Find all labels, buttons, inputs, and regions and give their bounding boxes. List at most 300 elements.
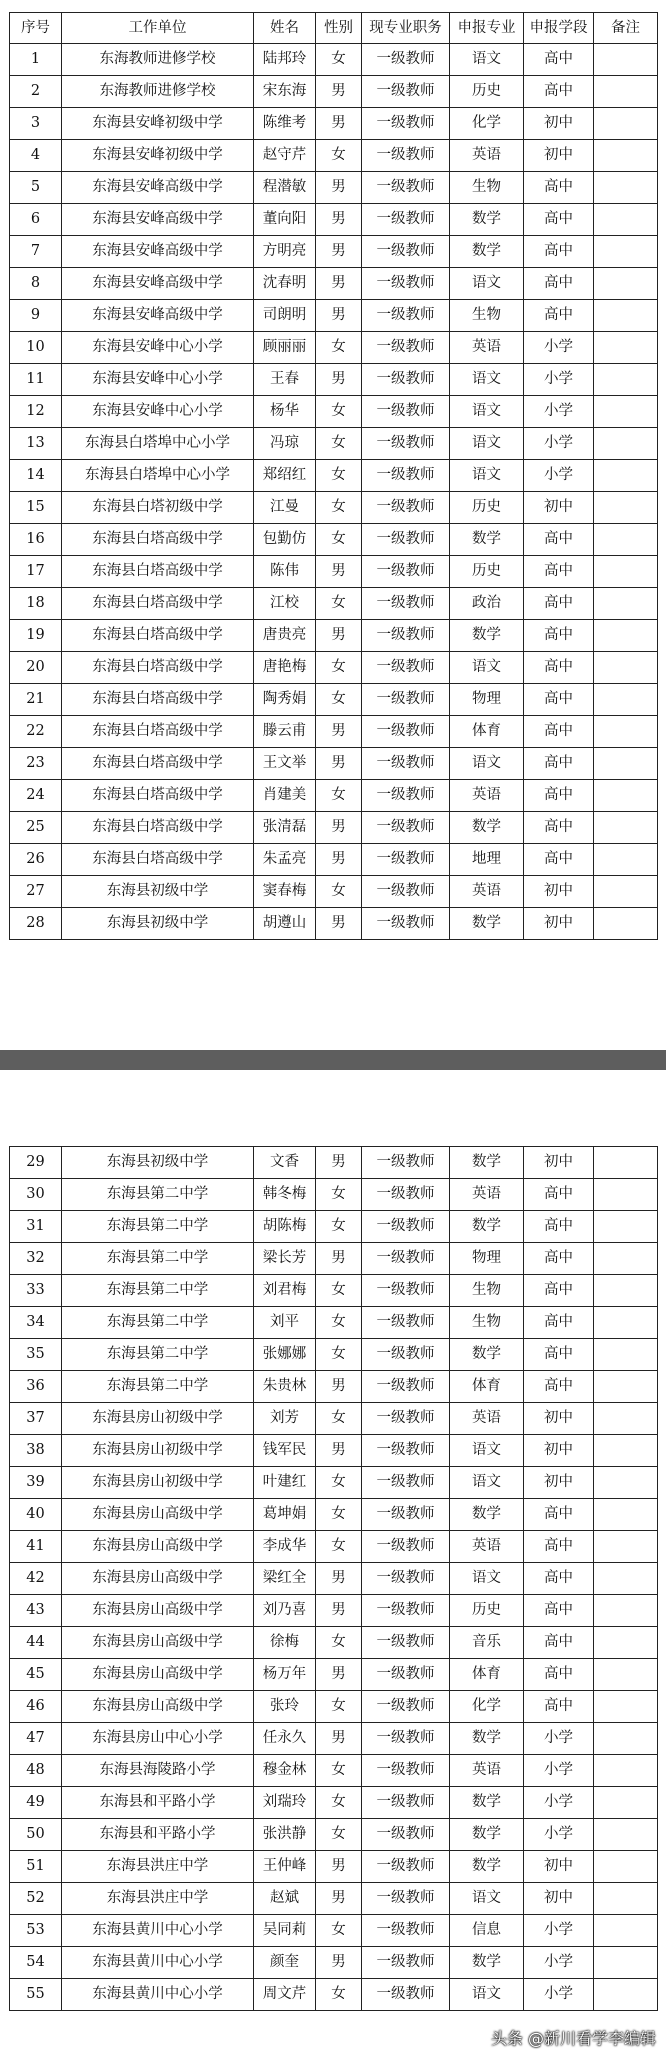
cell-gender: 男 (316, 268, 362, 300)
cell-current-title: 一级教师 (362, 1467, 450, 1499)
cell-name: 刘平 (254, 1307, 316, 1339)
cell-gender: 女 (316, 1915, 362, 1947)
cell-current-title: 一级教师 (362, 172, 450, 204)
cell-remarks (594, 1915, 658, 1947)
cell-gender: 女 (316, 140, 362, 172)
cell-applied-subject: 数学 (450, 620, 524, 652)
cell-applied-level: 高中 (524, 652, 594, 684)
cell-gender: 男 (316, 1147, 362, 1179)
cell-applied-level: 小学 (524, 1915, 594, 1947)
cell-applied-level: 小学 (524, 1947, 594, 1979)
table-row (10, 780, 658, 812)
cell-gender: 女 (316, 1979, 362, 2011)
cell-applied-subject: 地理 (450, 844, 524, 876)
table-row (10, 1563, 658, 1595)
cell-remarks (594, 172, 658, 204)
cell-index: 5 (10, 172, 62, 204)
cell-name: 朱贵林 (254, 1371, 316, 1403)
header-gender: 性别 (316, 13, 362, 44)
cell-index: 26 (10, 844, 62, 876)
cell-remarks (594, 1755, 658, 1787)
cell-current-title: 一级教师 (362, 876, 450, 908)
cell-remarks (594, 1403, 658, 1435)
cell-index: 21 (10, 684, 62, 716)
cell-applied-level: 初中 (524, 876, 594, 908)
cell-gender: 女 (316, 332, 362, 364)
table-row (10, 396, 658, 428)
cell-current-title: 一级教师 (362, 588, 450, 620)
cell-current-title: 一级教师 (362, 652, 450, 684)
cell-applied-subject: 生物 (450, 300, 524, 332)
cell-work-unit: 东海县房山高级中学 (62, 1563, 254, 1595)
cell-remarks (594, 1819, 658, 1851)
cell-index: 20 (10, 652, 62, 684)
cell-applied-level: 高中 (524, 1307, 594, 1339)
cell-index: 16 (10, 524, 62, 556)
cell-index: 12 (10, 396, 62, 428)
table-row (10, 140, 658, 172)
cell-applied-level: 高中 (524, 1595, 594, 1627)
cell-applied-subject: 化学 (450, 1691, 524, 1723)
cell-gender: 男 (316, 1371, 362, 1403)
cell-current-title: 一级教师 (362, 1211, 450, 1243)
table-row (10, 300, 658, 332)
teacher-list-table-page-2 (9, 1146, 658, 2011)
cell-remarks (594, 1691, 658, 1723)
table-row (10, 1499, 658, 1531)
table-row (10, 588, 658, 620)
cell-remarks (594, 268, 658, 300)
cell-applied-level: 小学 (524, 1819, 594, 1851)
cell-index: 40 (10, 1499, 62, 1531)
cell-remarks (594, 1435, 658, 1467)
cell-work-unit: 东海县初级中学 (62, 908, 254, 940)
cell-remarks (594, 1659, 658, 1691)
cell-gender: 女 (316, 460, 362, 492)
cell-current-title: 一级教师 (362, 1403, 450, 1435)
cell-remarks (594, 460, 658, 492)
cell-work-unit: 东海县第二中学 (62, 1211, 254, 1243)
cell-remarks (594, 1627, 658, 1659)
cell-work-unit: 东海县第二中学 (62, 1179, 254, 1211)
cell-applied-subject: 体育 (450, 716, 524, 748)
cell-gender: 男 (316, 108, 362, 140)
cell-name: 沈春明 (254, 268, 316, 300)
cell-work-unit: 东海县白塔高级中学 (62, 524, 254, 556)
cell-gender: 男 (316, 908, 362, 940)
cell-applied-subject: 语文 (450, 748, 524, 780)
cell-applied-level: 初中 (524, 140, 594, 172)
cell-name: 周文芹 (254, 1979, 316, 2011)
cell-applied-subject: 数学 (450, 812, 524, 844)
cell-current-title: 一级教师 (362, 844, 450, 876)
cell-applied-subject: 语文 (450, 428, 524, 460)
cell-gender: 女 (316, 1307, 362, 1339)
cell-current-title: 一级教师 (362, 1659, 450, 1691)
cell-gender: 女 (316, 1787, 362, 1819)
cell-remarks (594, 1979, 658, 2011)
cell-index: 10 (10, 332, 62, 364)
table-row (10, 1979, 658, 2011)
cell-name: 唐贵亮 (254, 620, 316, 652)
table-row (10, 748, 658, 780)
cell-current-title: 一级教师 (362, 268, 450, 300)
cell-remarks (594, 908, 658, 940)
cell-name: 叶建红 (254, 1467, 316, 1499)
cell-gender: 女 (316, 396, 362, 428)
cell-applied-subject: 英语 (450, 1179, 524, 1211)
cell-current-title: 一级教师 (362, 108, 450, 140)
cell-work-unit: 东海县安峰高级中学 (62, 268, 254, 300)
cell-work-unit: 东海县房山高级中学 (62, 1499, 254, 1531)
cell-name: 陆邦玲 (254, 44, 316, 76)
cell-remarks (594, 1371, 658, 1403)
cell-remarks (594, 524, 658, 556)
cell-gender: 男 (316, 300, 362, 332)
cell-name: 唐艳梅 (254, 652, 316, 684)
cell-index: 47 (10, 1723, 62, 1755)
cell-work-unit: 东海县安峰初级中学 (62, 108, 254, 140)
cell-name: 刘乃喜 (254, 1595, 316, 1627)
cell-name: 王春 (254, 364, 316, 396)
cell-applied-level: 小学 (524, 428, 594, 460)
cell-applied-subject: 语文 (450, 460, 524, 492)
table-row (10, 1339, 658, 1371)
cell-current-title: 一级教师 (362, 1243, 450, 1275)
cell-index: 27 (10, 876, 62, 908)
cell-gender: 女 (316, 1499, 362, 1531)
cell-work-unit: 东海县安峰高级中学 (62, 204, 254, 236)
cell-name: 胡遵山 (254, 908, 316, 940)
cell-name: 颜奎 (254, 1947, 316, 1979)
cell-name: 冯琼 (254, 428, 316, 460)
cell-current-title: 一级教师 (362, 396, 450, 428)
cell-current-title: 一级教师 (362, 1371, 450, 1403)
cell-current-title: 一级教师 (362, 1787, 450, 1819)
cell-index: 42 (10, 1563, 62, 1595)
cell-work-unit: 东海县第二中学 (62, 1307, 254, 1339)
cell-remarks (594, 1723, 658, 1755)
cell-applied-level: 高中 (524, 236, 594, 268)
cell-index: 9 (10, 300, 62, 332)
cell-gender: 男 (316, 364, 362, 396)
cell-gender: 女 (316, 1819, 362, 1851)
cell-work-unit: 东海县白塔高级中学 (62, 748, 254, 780)
cell-gender: 男 (316, 172, 362, 204)
cell-applied-level: 高中 (524, 1211, 594, 1243)
cell-applied-level: 高中 (524, 1275, 594, 1307)
cell-index: 4 (10, 140, 62, 172)
cell-work-unit: 东海县房山高级中学 (62, 1691, 254, 1723)
table-row (10, 1211, 658, 1243)
cell-remarks (594, 1339, 658, 1371)
cell-work-unit: 东海县安峰高级中学 (62, 236, 254, 268)
cell-current-title: 一级教师 (362, 44, 450, 76)
cell-name: 梁红全 (254, 1563, 316, 1595)
cell-work-unit: 东海县房山初级中学 (62, 1435, 254, 1467)
cell-name: 刘瑞玲 (254, 1787, 316, 1819)
cell-remarks (594, 1467, 658, 1499)
cell-work-unit: 东海县白塔高级中学 (62, 556, 254, 588)
cell-gender: 男 (316, 1595, 362, 1627)
cell-name: 董向阳 (254, 204, 316, 236)
cell-remarks (594, 1179, 658, 1211)
cell-remarks (594, 1563, 658, 1595)
cell-work-unit: 东海县白塔高级中学 (62, 812, 254, 844)
cell-applied-subject: 英语 (450, 1531, 524, 1563)
cell-remarks (594, 332, 658, 364)
cell-name: 张清磊 (254, 812, 316, 844)
cell-gender: 男 (316, 748, 362, 780)
cell-current-title: 一级教师 (362, 556, 450, 588)
cell-gender: 男 (316, 1851, 362, 1883)
cell-remarks (594, 108, 658, 140)
cell-remarks (594, 1275, 658, 1307)
cell-work-unit: 东海县初级中学 (62, 1147, 254, 1179)
cell-remarks (594, 812, 658, 844)
cell-gender: 女 (316, 492, 362, 524)
table-row (10, 652, 658, 684)
cell-gender: 男 (316, 1723, 362, 1755)
cell-index: 14 (10, 460, 62, 492)
cell-remarks (594, 1211, 658, 1243)
cell-name: 徐梅 (254, 1627, 316, 1659)
cell-name: 韩冬梅 (254, 1179, 316, 1211)
table-row (10, 1851, 658, 1883)
cell-name: 江校 (254, 588, 316, 620)
table-row (10, 172, 658, 204)
cell-index: 11 (10, 364, 62, 396)
table-row (10, 620, 658, 652)
cell-name: 穆金林 (254, 1755, 316, 1787)
cell-applied-level: 初中 (524, 1147, 594, 1179)
cell-applied-subject: 数学 (450, 1819, 524, 1851)
cell-name: 王文举 (254, 748, 316, 780)
cell-applied-subject: 数学 (450, 1339, 524, 1371)
cell-gender: 女 (316, 1691, 362, 1723)
cell-name: 吴同莉 (254, 1915, 316, 1947)
cell-applied-level: 高中 (524, 44, 594, 76)
cell-name: 陈维考 (254, 108, 316, 140)
cell-applied-level: 高中 (524, 748, 594, 780)
cell-index: 3 (10, 108, 62, 140)
cell-applied-level: 高中 (524, 1499, 594, 1531)
cell-remarks (594, 1883, 658, 1915)
cell-current-title: 一级教师 (362, 492, 450, 524)
table-row (10, 1915, 658, 1947)
cell-remarks (594, 1851, 658, 1883)
cell-name: 陈伟 (254, 556, 316, 588)
cell-work-unit: 东海县第二中学 (62, 1371, 254, 1403)
cell-current-title: 一级教师 (362, 140, 450, 172)
cell-applied-level: 初中 (524, 108, 594, 140)
cell-applied-subject: 英语 (450, 876, 524, 908)
cell-applied-subject: 体育 (450, 1659, 524, 1691)
table-row (10, 1243, 658, 1275)
cell-applied-level: 高中 (524, 1691, 594, 1723)
table-row (10, 844, 658, 876)
cell-applied-level: 初中 (524, 908, 594, 940)
cell-name: 张洪静 (254, 1819, 316, 1851)
cell-current-title: 一级教师 (362, 780, 450, 812)
table-row (10, 76, 658, 108)
cell-remarks (594, 1787, 658, 1819)
cell-applied-subject: 数学 (450, 1787, 524, 1819)
cell-applied-level: 初中 (524, 1435, 594, 1467)
cell-work-unit: 东海县安峰高级中学 (62, 172, 254, 204)
cell-applied-level: 高中 (524, 844, 594, 876)
cell-current-title: 一级教师 (362, 1883, 450, 1915)
cell-gender: 女 (316, 524, 362, 556)
cell-gender: 男 (316, 844, 362, 876)
cell-work-unit: 东海县房山高级中学 (62, 1595, 254, 1627)
cell-work-unit: 东海县白塔高级中学 (62, 844, 254, 876)
cell-current-title: 一级教师 (362, 716, 450, 748)
cell-current-title: 一级教师 (362, 1627, 450, 1659)
cell-work-unit: 东海县初级中学 (62, 876, 254, 908)
cell-applied-subject: 语文 (450, 396, 524, 428)
table-row (10, 44, 658, 76)
cell-work-unit: 东海县第二中学 (62, 1275, 254, 1307)
table-row (10, 268, 658, 300)
cell-name: 赵守芹 (254, 140, 316, 172)
cell-name: 程潜敏 (254, 172, 316, 204)
cell-current-title: 一级教师 (362, 1499, 450, 1531)
cell-gender: 女 (316, 1339, 362, 1371)
header-work-unit: 工作单位 (62, 13, 254, 44)
table-row (10, 1147, 658, 1179)
cell-name: 张玲 (254, 1691, 316, 1723)
cell-applied-subject: 语文 (450, 1883, 524, 1915)
table-row (10, 428, 658, 460)
cell-gender: 男 (316, 556, 362, 588)
watermark-text: 头条 @新川看学李编辑 (490, 2029, 656, 2048)
cell-index: 29 (10, 1147, 62, 1179)
table-row (10, 1403, 658, 1435)
cell-current-title: 一级教师 (362, 1179, 450, 1211)
cell-index: 25 (10, 812, 62, 844)
header-index: 序号 (10, 13, 62, 44)
cell-work-unit: 东海县白塔高级中学 (62, 652, 254, 684)
cell-work-unit: 东海县安峰中心小学 (62, 332, 254, 364)
cell-current-title: 一级教师 (362, 524, 450, 556)
cell-current-title: 一级教师 (362, 1595, 450, 1627)
cell-current-title: 一级教师 (362, 76, 450, 108)
table-row (10, 716, 658, 748)
cell-index: 55 (10, 1979, 62, 2011)
cell-current-title: 一级教师 (362, 1723, 450, 1755)
cell-index: 2 (10, 76, 62, 108)
cell-applied-subject: 音乐 (450, 1627, 524, 1659)
cell-applied-subject: 历史 (450, 76, 524, 108)
cell-applied-subject: 英语 (450, 1755, 524, 1787)
cell-applied-level: 小学 (524, 1787, 594, 1819)
cell-current-title: 一级教师 (362, 1947, 450, 1979)
table-row (10, 1435, 658, 1467)
cell-applied-level: 高中 (524, 268, 594, 300)
cell-applied-subject: 语文 (450, 1563, 524, 1595)
cell-gender: 女 (316, 428, 362, 460)
cell-applied-subject: 数学 (450, 1499, 524, 1531)
cell-index: 53 (10, 1915, 62, 1947)
cell-name: 王仲峰 (254, 1851, 316, 1883)
cell-gender: 女 (316, 1179, 362, 1211)
cell-remarks (594, 44, 658, 76)
cell-index: 19 (10, 620, 62, 652)
cell-applied-level: 小学 (524, 1755, 594, 1787)
cell-name: 葛坤娟 (254, 1499, 316, 1531)
cell-gender: 女 (316, 1275, 362, 1307)
cell-applied-subject: 英语 (450, 1403, 524, 1435)
cell-name: 肖建美 (254, 780, 316, 812)
page-separator (0, 1050, 666, 1070)
cell-applied-level: 初中 (524, 1883, 594, 1915)
cell-gender: 女 (316, 876, 362, 908)
cell-current-title: 一级教师 (362, 684, 450, 716)
table-row (10, 204, 658, 236)
cell-work-unit: 东海教师进修学校 (62, 76, 254, 108)
cell-current-title: 一级教师 (362, 1275, 450, 1307)
cell-work-unit: 东海县房山高级中学 (62, 1627, 254, 1659)
cell-name: 杨万年 (254, 1659, 316, 1691)
cell-applied-subject: 语文 (450, 364, 524, 396)
cell-applied-level: 高中 (524, 300, 594, 332)
cell-gender: 女 (316, 588, 362, 620)
table-row (10, 524, 658, 556)
cell-applied-subject: 数学 (450, 1147, 524, 1179)
cell-index: 6 (10, 204, 62, 236)
cell-current-title: 一级教师 (362, 1819, 450, 1851)
cell-gender: 男 (316, 204, 362, 236)
cell-work-unit: 东海县白塔埠中心小学 (62, 460, 254, 492)
cell-index: 44 (10, 1627, 62, 1659)
cell-applied-subject: 生物 (450, 172, 524, 204)
cell-index: 28 (10, 908, 62, 940)
cell-current-title: 一级教师 (362, 1339, 450, 1371)
cell-work-unit: 东海县安峰中心小学 (62, 364, 254, 396)
cell-current-title: 一级教师 (362, 1851, 450, 1883)
header-remarks: 备注 (594, 13, 658, 44)
cell-gender: 女 (316, 652, 362, 684)
cell-gender: 女 (316, 1531, 362, 1563)
cell-remarks (594, 620, 658, 652)
cell-current-title: 一级教师 (362, 1691, 450, 1723)
cell-gender: 女 (316, 780, 362, 812)
cell-applied-subject: 政治 (450, 588, 524, 620)
cell-applied-level: 高中 (524, 172, 594, 204)
cell-gender: 男 (316, 1563, 362, 1595)
cell-name: 胡陈梅 (254, 1211, 316, 1243)
cell-applied-level: 小学 (524, 460, 594, 492)
cell-remarks (594, 684, 658, 716)
cell-name: 方明亮 (254, 236, 316, 268)
cell-index: 8 (10, 268, 62, 300)
cell-applied-subject: 信息 (450, 1915, 524, 1947)
table-row (10, 1275, 658, 1307)
table-row (10, 236, 658, 268)
cell-index: 33 (10, 1275, 62, 1307)
cell-applied-subject: 化学 (450, 108, 524, 140)
cell-applied-subject: 物理 (450, 684, 524, 716)
cell-applied-subject: 语文 (450, 44, 524, 76)
cell-applied-subject: 语文 (450, 268, 524, 300)
cell-gender: 女 (316, 44, 362, 76)
cell-applied-subject: 数学 (450, 1947, 524, 1979)
cell-index: 22 (10, 716, 62, 748)
cell-applied-level: 高中 (524, 1339, 594, 1371)
table-row (10, 812, 658, 844)
cell-work-unit: 东海县第二中学 (62, 1339, 254, 1371)
